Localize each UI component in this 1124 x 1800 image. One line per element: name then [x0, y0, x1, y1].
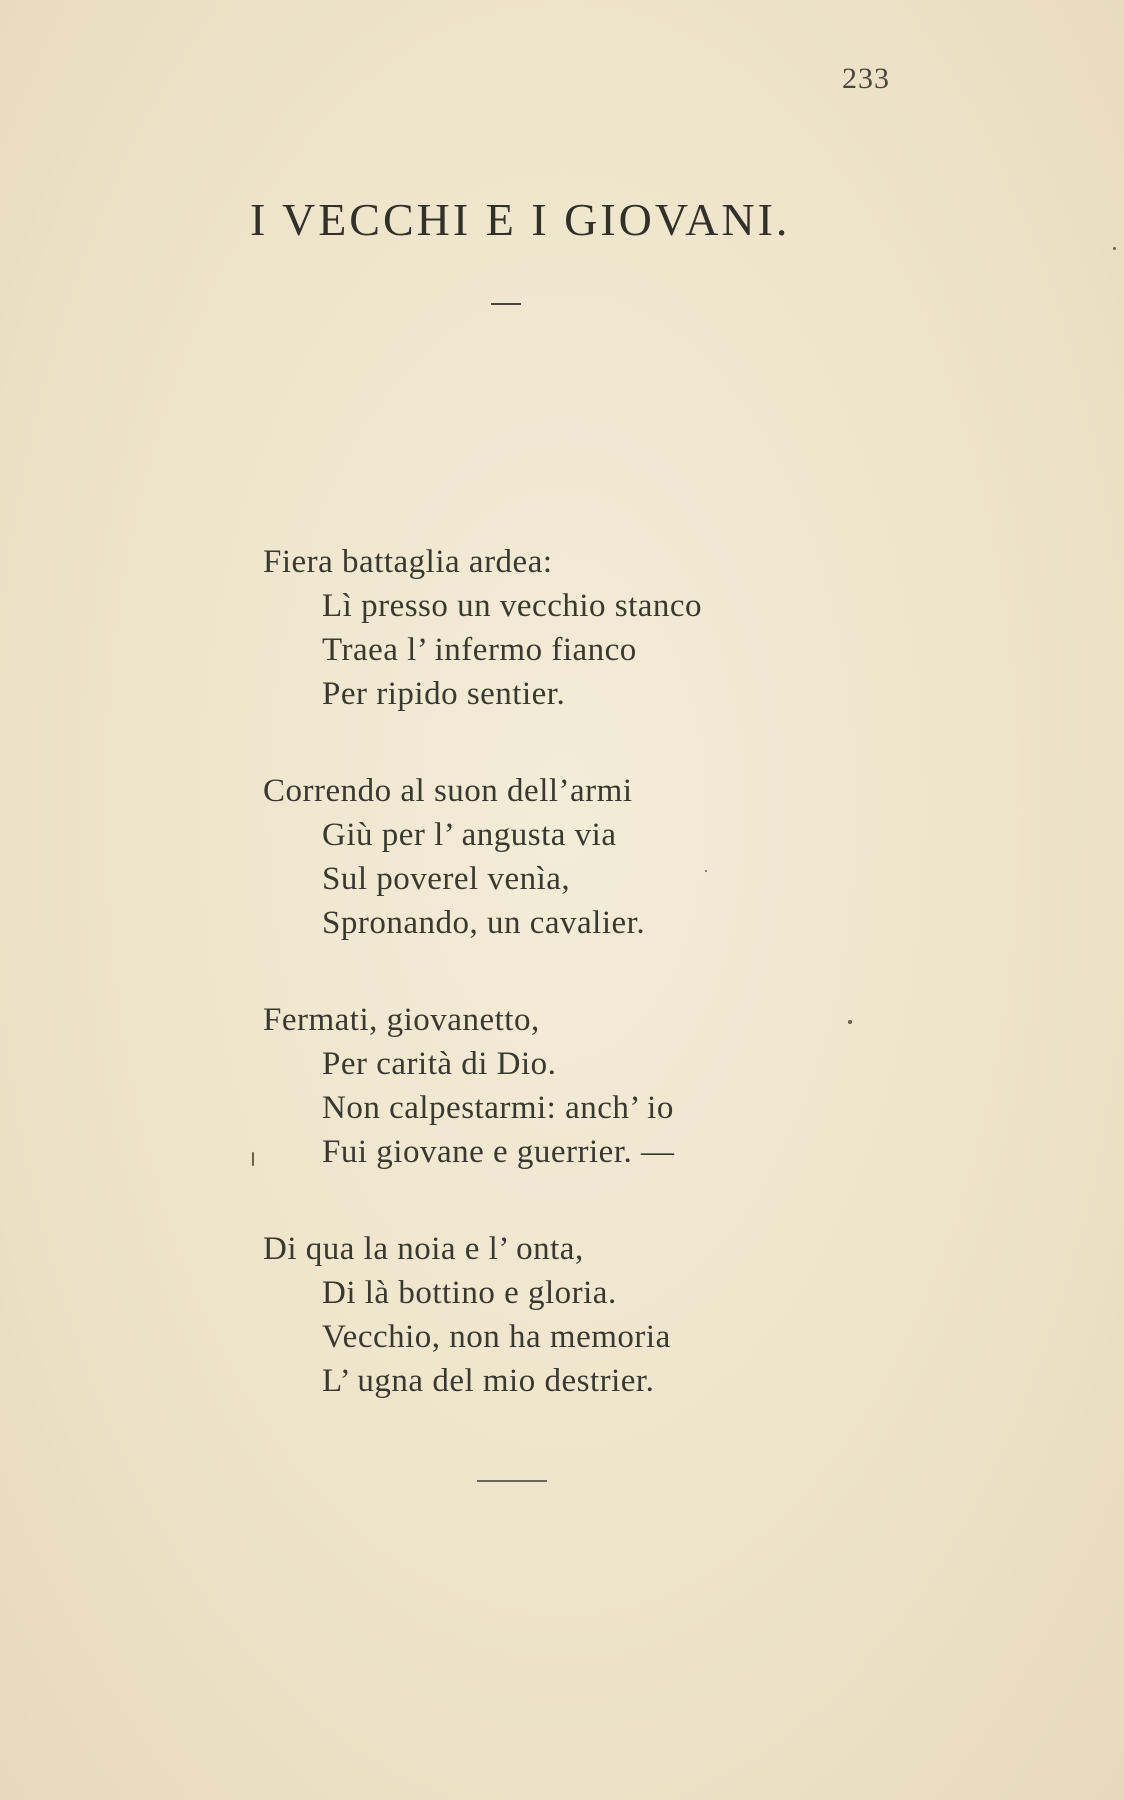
poem-line: Spronando, un cavalier. — [322, 905, 646, 941]
poem-line: Lì presso un vecchio stanco — [322, 588, 703, 624]
poem-title: I VECCHI E I GIOVANI. — [250, 194, 791, 245]
poem-line: Non calpestarmi: anch’ io — [322, 1090, 674, 1126]
paper-speck — [705, 870, 707, 872]
poem-line: Giù per l’ angusta via — [322, 817, 617, 853]
paper-speck — [252, 1152, 254, 1166]
page-number: 233 — [842, 62, 890, 95]
poem-line: Sul poverel venìa, — [322, 861, 571, 897]
poem-line: Per ripido sentier. — [322, 676, 566, 712]
stanza-2 — [263, 769, 883, 945]
poem-line: Correndo al suon dell’armi — [263, 773, 633, 809]
end-rule — [477, 1480, 547, 1482]
poem-line: Traea l’ infermo fianco — [322, 632, 637, 668]
poem-line: Di qua la noia e l’ onta, — [263, 1231, 584, 1267]
paper-speck — [1113, 247, 1116, 250]
poem-body — [263, 540, 883, 1456]
stanza-3 — [263, 998, 883, 1174]
poem-line: Fermati, giovanetto, — [263, 1002, 540, 1038]
poem-line: Di là bottino e gloria. — [322, 1275, 617, 1311]
stanza-4 — [263, 1227, 883, 1403]
poem-line: Vecchio, non ha memoria — [322, 1319, 671, 1355]
paper-speck — [848, 1020, 852, 1024]
poem-line: L’ ugna del mio destrier. — [322, 1363, 655, 1399]
stanza-1 — [263, 540, 883, 716]
title-rule — [491, 303, 521, 305]
poem-line: Fiera battaglia ardea: — [263, 544, 553, 580]
poem-line: Per carità di Dio. — [322, 1046, 557, 1082]
poem-line: Fui giovane e guerrier. — — [322, 1134, 675, 1170]
